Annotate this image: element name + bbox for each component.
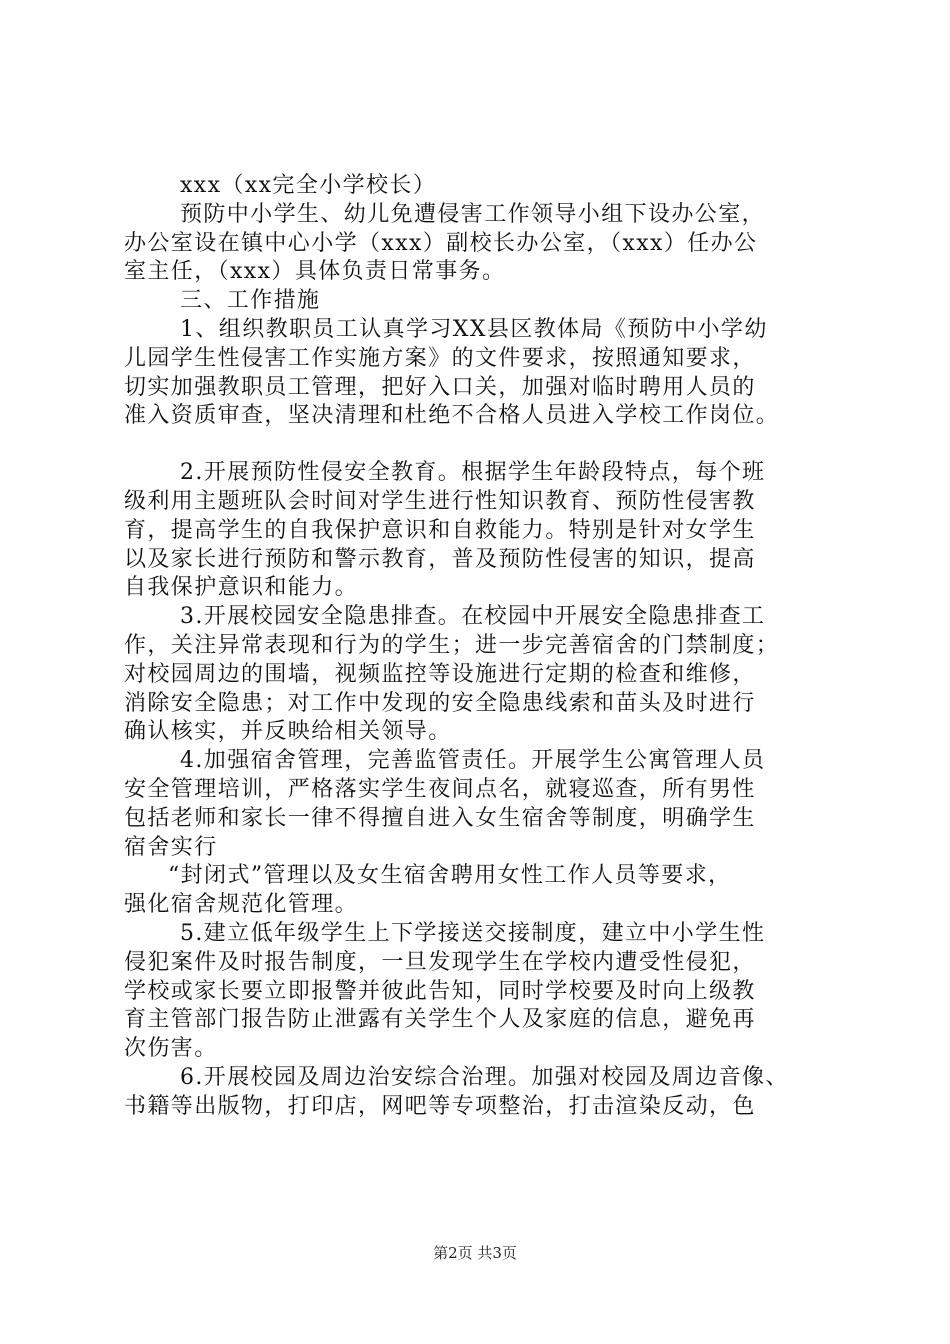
text-line: 切实加强教职员工管理，把好入口关，加强对临时聘用人员的 xyxy=(124,374,756,400)
text-line: 室主任，（xxx）具体负责日常事务。 xyxy=(124,259,506,285)
text-line: 准入资质审查，坚决清理和杜绝不合格人员进入学校工作岗位。 xyxy=(124,403,780,429)
text-line: 办公室设在镇中心小学（xxx）副校长办公室，（xxx）任办公 xyxy=(124,230,758,256)
text-line: 强化宿舍规范化管理。 xyxy=(124,892,359,918)
text-line: 宿舍实行 xyxy=(124,834,218,860)
text-line: 儿园学生性侵害工作实施方案》的文件要求，按照通知要求， xyxy=(124,345,756,371)
document-body xyxy=(124,172,836,1122)
text-line: 1、组织教职员工认真学习XX县区教体局《预防中小学幼 xyxy=(180,316,768,342)
text-line: 安全管理培训，严格落实学生夜间点名，就寝巡查，所有男性 xyxy=(124,776,756,802)
text-line: 自我保护意识和能力。 xyxy=(124,575,359,601)
page-number-label: 第2页 共3页 xyxy=(433,1244,517,1262)
paragraph-gap xyxy=(124,431,836,459)
text-line: 2.开展预防性侵安全教育。根据学生年龄段特点，每个班 xyxy=(180,460,766,486)
text-line: 5.建立低年级学生上下学接送交接制度，建立中小学生性 xyxy=(180,920,766,946)
text-line: “封闭式”管理以及女生宿舍聘用女性工作人员等要求， xyxy=(168,863,732,889)
text-line: xxx（xx完全小学校长） xyxy=(180,173,437,198)
text-line: 4.加强宿舍管理，完善监管责任。开展学生公寓管理人员 xyxy=(180,748,766,774)
section-heading: 三、工作措施 xyxy=(180,288,321,314)
text-line: 育主管部门报告防止泄露有关学生个人及家庭的信息，避免再 xyxy=(124,1007,756,1033)
text-line: 包括老师和家长一律不得擅自进入女生宿舍等制度，明确学生 xyxy=(124,805,756,831)
text-line: 对校园周边的围墙，视频监控等设施进行定期的检查和维修， xyxy=(124,661,756,687)
text-line: 学校或家长要立即报警并彼此告知，同时学校要及时向上级教 xyxy=(124,978,756,1004)
text-line: 预防中小学生、幼儿免遭侵害工作领导小组下设办公室， xyxy=(180,201,766,227)
text-line: 确认核实，并反映给相关领导。 xyxy=(124,719,452,745)
page-footer xyxy=(0,1243,950,1263)
text-line: 作，关注异常表现和行为的学生；进一步完善宿舍的门禁制度； xyxy=(124,632,780,658)
text-line: 级利用主题班队会时间对学生进行性知识教育、预防性侵害教 xyxy=(124,488,756,514)
text-line: 育，提高学生的自我保护意识和自救能力。特别是针对女学生 xyxy=(124,517,756,543)
text-line: 书籍等出版物，打印店，网吧等专项整治，打击渲染反动，色 xyxy=(124,1093,756,1119)
text-line: 消除安全隐患；对工作中发现的安全隐患线索和苗头及时进行 xyxy=(124,690,756,716)
text-line: 以及家长进行预防和警示教育，普及预防性侵害的知识，提高 xyxy=(124,546,756,572)
text-line: 6.开展校园及周边治安综合治理。加强对校园及周边音像、 xyxy=(180,1064,789,1090)
text-line: 次伤害。 xyxy=(124,1036,218,1062)
text-line: 侵犯案件及时报告制度，一旦发现学生在学校内遭受性侵犯， xyxy=(124,949,756,975)
text-line: 3.开展校园安全隐患排查。在校园中开展安全隐患排查工 xyxy=(180,604,766,630)
